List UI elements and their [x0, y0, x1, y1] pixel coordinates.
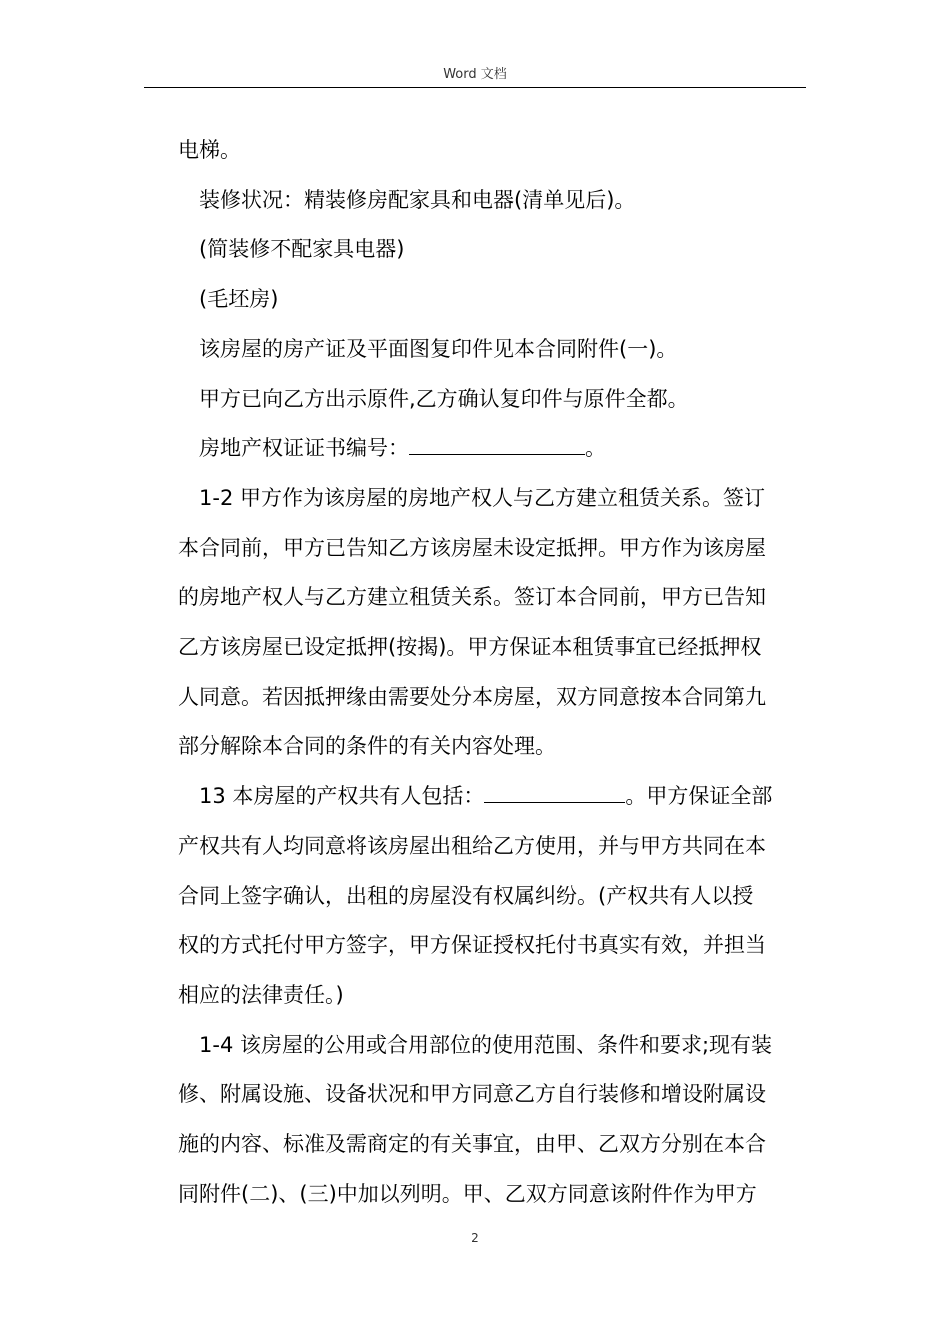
section-1-2 — [178, 474, 806, 772]
section-1-3-line: 合同上签字确认，出租的房屋没有权属纠纷。(产权共有人以授 — [178, 883, 754, 908]
page-number: 2 — [471, 1231, 479, 1245]
section-1-3 — [178, 772, 806, 1021]
document-header-title: Word 文档 — [443, 67, 507, 82]
section-1-4-line: 修、附属设施、设备状况和甲方同意乙方自行装修和增设附属设 — [178, 1082, 766, 1107]
co-owners-continuation: 。甲方保证全部 — [625, 784, 773, 809]
section-1-2-line: 部分解除本合同的条件的有关内容处理。 — [178, 734, 556, 759]
section-1-4-line: 施的内容、标准及需商定的有关事宜，由甲、乙双方分别在本合 — [178, 1132, 766, 1157]
paragraph-certificate-attachment: 该房屋的房产证及平面图复印件见本合同附件(一)。 — [199, 336, 678, 361]
section-1-2-line: 人同意。若因抵押缘由需要处分本房屋，双方同意按本合同第九 — [178, 684, 766, 709]
section-1-3-line: 权的方式托付甲方签字，甲方保证授权托付书真实有效，并担当 — [178, 933, 766, 958]
header-divider — [144, 87, 806, 88]
section-1-4-line: 同附件(二)、(三)中加以列明。甲、乙双方同意该附件作为甲方 — [178, 1181, 757, 1206]
section-1-2-line: 乙方该房屋已设定抵押(按揭)。甲方保证本租赁事宜已经抵押权 — [178, 635, 762, 660]
paragraph-certificate-number — [178, 424, 806, 474]
section-1-2-line: 1-2 甲方作为该房屋的房地产权人与乙方建立租赁关系。签订 — [199, 485, 765, 510]
certificate-number-label: 房地产权证证书编号： — [199, 436, 409, 461]
section-1-3-line: 产权共有人均同意将该房屋出租给乙方使用，并与甲方共同在本 — [178, 833, 766, 858]
paragraph-elevator: 电梯。 — [178, 138, 241, 162]
section-1-3-line: 相应的法律责任。) — [178, 982, 344, 1007]
co-owners-blank — [484, 780, 625, 803]
document-body — [178, 126, 806, 1219]
paragraph-original-shown: 甲方已向乙方出示原件,乙方确认复印件与原件全都。 — [199, 386, 689, 411]
paragraph-rough-house: (毛坯房) — [199, 287, 279, 312]
certificate-number-blank — [409, 432, 585, 455]
section-1-4 — [178, 1021, 806, 1220]
co-owners-label: 13 本房屋的产权共有人包括： — [199, 784, 485, 809]
section-1-3-first-line — [178, 772, 806, 822]
paragraph-decoration-status: 装修状况：精装修房配家具和电器(清单见后)。 — [199, 187, 636, 212]
certificate-number-end: 。 — [585, 436, 606, 461]
section-1-4-line: 1-4 该房屋的公用或合用部位的使用范围、条件和要求;现有装 — [199, 1032, 773, 1057]
paragraph-simple-decoration: (简装修不配家具电器) — [199, 237, 405, 262]
section-1-2-line: 本合同前，甲方已告知乙方该房屋未设定抵押。甲方作为该房屋 — [178, 535, 766, 560]
section-1-2-line: 的房地产权人与乙方建立租赁关系。签订本合同前，甲方已告知 — [178, 585, 766, 610]
